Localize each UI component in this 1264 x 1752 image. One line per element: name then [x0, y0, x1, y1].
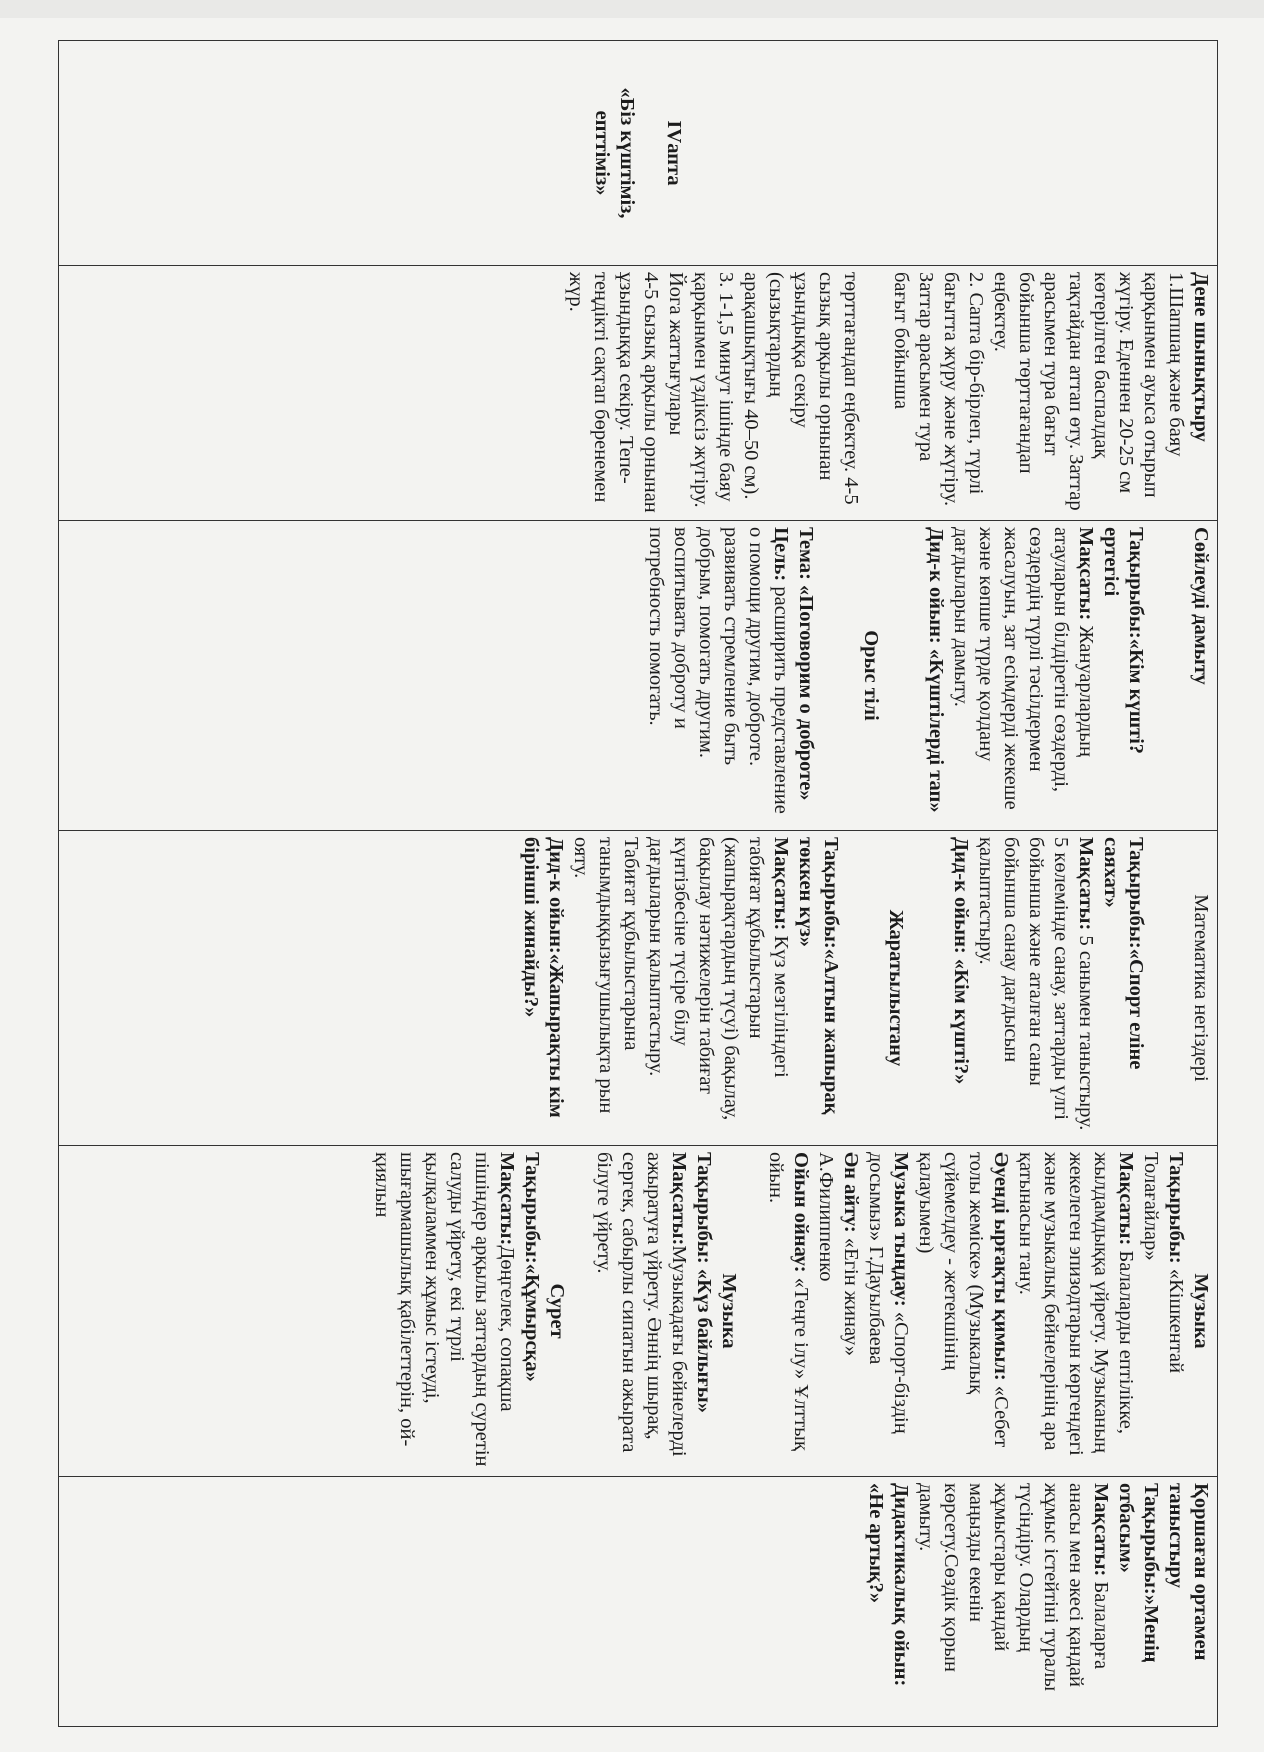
- speech-game: Дид-к ойын: «Күштілерді тап»: [925, 527, 947, 813]
- math-cell: [59, 831, 1218, 1146]
- math-goal: Мақсаты: 5 санымен таныстыру. 5 көлемінде санау, заттарды үлгі бойынша және аталған саны бойынша санау дағдысын қалыптастыру.: [975, 837, 1097, 1131]
- music-cell: [59, 1146, 1218, 1477]
- week-theme: «Біз күштіміз, епттіміз»: [591, 87, 639, 219]
- week-label: IVапта: [663, 120, 686, 186]
- math-heading: Математика негіздері: [1190, 894, 1212, 1082]
- music-goal: Мақсаты: Балаларды ептілікке, жылдамдыққа үйрету. Музыканың жекелеген эпизодтарын көргендегі және музыкалық бейнелерінің ара қатынасын тану.: [1015, 1152, 1137, 1456]
- music-topic-2: Тақырыбы: «Күз байлығы»: [693, 1152, 715, 1413]
- natural-science-heading: Жаратылыстану: [885, 909, 907, 1067]
- math-topic: Тақырыбы:«Спорт еліне саяхат»: [1100, 837, 1147, 1070]
- drawing-goal: Мақсаты:Дөңгелек, сопақша пішіндер арқылы заттардың суретін салуды үйрету, екі түрлі қылқаламмен жұмыс істеуді, шығармашылық қабілеттерін, ой-қиялын: [371, 1152, 518, 1467]
- music-dance: Әуенді ырғақты қимыл: «Себет толы жеміске» (Музыкалық сүйемелдеу - жетекшінің қалауымен): [915, 1152, 1012, 1448]
- speech-goal: Мақсаты: Жануарлардың атауларын білдіретін сөздерді, сөздердің түрлі тәсілдермен жасалуын, зат есімдерді жекеше және көпше түрде қолдану дағдыларын дамыту.: [950, 527, 1097, 810]
- music-heading-2: Музыка: [718, 1273, 740, 1349]
- speech-topic: Тақырыбы:«Кім күшті? ертегісі: [1100, 527, 1147, 755]
- lesson-plan-table: [58, 40, 1218, 1727]
- speech-development-cell: [59, 521, 1218, 831]
- week-cell: [59, 41, 1218, 266]
- table-row: [59, 41, 1218, 1727]
- environment-cell: [59, 1477, 1218, 1727]
- science-game: Дид-к ойын:«Жапырақты кім бірінші жинайды?»: [520, 837, 567, 1118]
- environment-goal: Мақсаты: Балаларға анасы мен әкесі қандай жұмыс істейтіні туралы түсіндіру. Олардың жұмыстары қандай маңызды екенін көрсету.Сөздік қорын дамыту.: [915, 1483, 1112, 1692]
- physical-education-heading: Дене шынықтыру: [1190, 272, 1212, 442]
- environment-game: Дидактикалық ойын: «Не артық?»: [865, 1483, 912, 1687]
- music-topic: Тақырыбы: «Кішкентай Толағайлар»: [1140, 1152, 1187, 1374]
- page-top-edge: [0, 0, 1264, 18]
- science-topic: Тақырыбы:«Алтын жапырақ төккен күз»: [795, 837, 842, 1115]
- speech-development-heading: Сөйлеуді дамыту: [1190, 527, 1212, 685]
- math-game: Дид-к ойын: «Кім күшті?»: [950, 837, 972, 1085]
- drawing-heading: Сурет: [546, 1283, 568, 1339]
- science-goal: Мақсаты: Күз мезгіліндегі табиғат құбылыстарын (жапырақтардың түсуі) бақылау, бақылау нәтижелерін табиғат күнтізбесіне түсіре білу дағдыларын қалыптастыру. Табиғат құбылыстарына танымдыққызығушылықта рын ояту.: [570, 837, 792, 1121]
- rotated-page: [58, 40, 1218, 1726]
- russian-language-heading: Орыс тілі: [860, 630, 882, 721]
- drawing-topic: Тақырыбы:«Құмырсқа»: [521, 1152, 543, 1382]
- russian-goal: Цель: расширить представление о помощи другим, доброте. развивать стремление быть добрым, помогать другим. воспитывать доброту и потребность помогать.: [645, 527, 792, 814]
- music-listening: Музыка тыңдау: «Спорт-біздің досымыз» Г.Дауылбаева: [865, 1152, 912, 1434]
- music-goal-2: Мақсаты:Музыкадағы бейнелерді ажыратуға үйрету. Әннің шырақ, сергек, сабырлы сипатын ажырата білуге үйрету.: [593, 1152, 690, 1457]
- physical-education-text: 1.Шапшаң және баяу қарқынмен ауыса отырып жүгіру. Еденнен 20-25 см көтерілген баспалдақ тақтайдан аттап өту. Заттар арасымен тура бағыт бойынша төрттағандап еңбектеу. 2. Сапта бір-бірлеп, түрлі бағытта жүру және жүгіру. Заттар арасымен тура бағыт бойынша төрттағандап еңбектеу. 4-5 сызық арқылы орнынан ұзындыққа секіру (сызықтардың арақашықтығы 40–50 см). 3. 1-1,5 минут ішінде баяу қарқынмен үздіксіз жүгіру. Йога жаттығулары 4-5 сызық арқылы орнынан ұзындыққа секіру. Тепе-теңдікті сақтап бөренемен жүр.: [565, 272, 1187, 513]
- music-heading: Музыка: [1190, 1273, 1212, 1349]
- physical-education-cell: [59, 266, 1218, 521]
- environment-topic: Тақырыбы:»Менің отбасым»: [1115, 1483, 1162, 1663]
- music-game: Ойын ойнау: «Теңге ілу» Ұлттық ойын.: [765, 1152, 812, 1451]
- russian-topic: Тема: «Поговорим о доброте»: [795, 527, 817, 801]
- music-singing: Ән айту: «Егін жинау» А.Филиппенко: [815, 1152, 862, 1357]
- environment-heading: Қоршаған ортамен таныстыру: [1165, 1483, 1212, 1661]
